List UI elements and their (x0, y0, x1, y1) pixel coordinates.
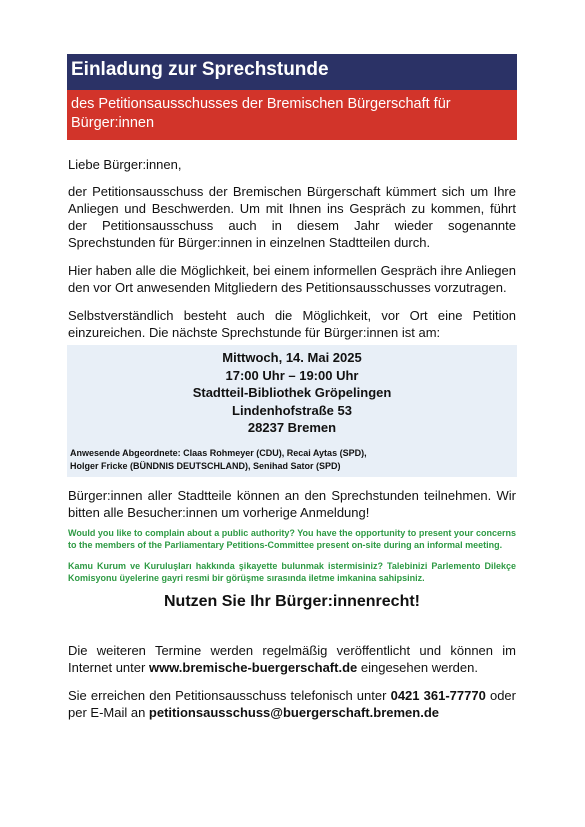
attending-members (70, 447, 514, 473)
email-link[interactable]: petitionsausschuss@buergerschaft.bremen.de (148, 704, 440, 720)
contact-text-pre: Sie erreichen den Petitionsausschuss telefonisch unter (68, 687, 391, 703)
appointment-street: Lindenhofstraße 53 (232, 402, 352, 418)
document-body (68, 156, 516, 732)
registration-paragraph: Bürger:innen aller Stadtteile können an den Sprechstunden teilnehmen. Wir bitten alle Besucher:innen um vorherige Anmeldung! (68, 487, 516, 520)
page-subtitle: des Petitionsausschusses der Bremischen Bürgerschaft für Bürger:innen (67, 90, 517, 140)
petition-paragraph: Selbstverständlich besteht auch die Möglichkeit, vor Ort eine Petition einzureichen. Die nächste Sprechstunde für Bürger:innen ist am: (68, 308, 516, 340)
contact-paragraph (68, 687, 516, 721)
appointment-date: Mittwoch, 14. Mai 2025 (222, 350, 362, 365)
greeting: Liebe Bürger:innen, (68, 157, 182, 172)
members-line-2: Holger Fricke (BÜNDNIS DEUTSCHLAND), Senihad Sator (SPD) (70, 460, 341, 471)
members-line-1: Anwesende Abgeordnete: Claas Rohmeyer (CDU), Recai Aytas (SPD), (70, 447, 367, 458)
phone-number[interactable]: 0421 361-77770 (390, 687, 486, 703)
intro-paragraph: der Petitionsausschuss der Bremischen Bürgerschaft kümmert sich um Ihre Anliegen und Beschwerden. Um mit Ihnen ins Gespräch zu kommen, führt der Petitionsausschuss auch in diesem Jahr wieder sogenannte Sprechstunden für Bürger:innen in einzelnen Stadtteilen durch. (68, 184, 516, 250)
appointment-time: 17:00 Uhr – 19:00 Uhr (225, 367, 359, 383)
page-title: Einladung zur Sprechstunde (67, 54, 517, 90)
website-link[interactable]: www.bremische-buergerschaft.de (148, 659, 358, 675)
contact-text-mid: oder per E-Mail an (68, 687, 516, 720)
dates-paragraph (68, 642, 516, 676)
english-note: Would you like to complain about a public authority? You have the opportunity to present your concerns to the members of the Parliamentary Petitions-Committee present on-site during an informal meeting. (68, 527, 516, 550)
dates-text-pre: Die weiteren Termine werden regelmäßig veröffentlicht und können im Internet unter (68, 642, 516, 675)
appointment-venue: Stadtteil-Bibliothek Gröpelingen (192, 385, 392, 400)
appointment-box (67, 345, 517, 477)
call-to-action: Nutzen Sie Ihr Bürger:innenrecht! (163, 592, 421, 610)
turkish-note: Kamu Kurum ve Kuruluşları hakkında şikayette bulunmak istermisiniz? Talebinizi Parlemento Dilekçe Komisyonu üyelerine gayri resmi bir görüşme sırasında iletme imkanina sahipsiniz. (68, 560, 516, 583)
dates-text-post: eingesehen werden. (357, 659, 478, 675)
appointment-city: 28237 Bremen (247, 420, 337, 435)
opportunity-paragraph: Hier haben alle die Möglichkeit, bei einem informellen Gespräch ihre Anliegen den vor Ort anwesenden Mitgliedern des Petitionsausschusses vorzutragen. (68, 263, 516, 295)
